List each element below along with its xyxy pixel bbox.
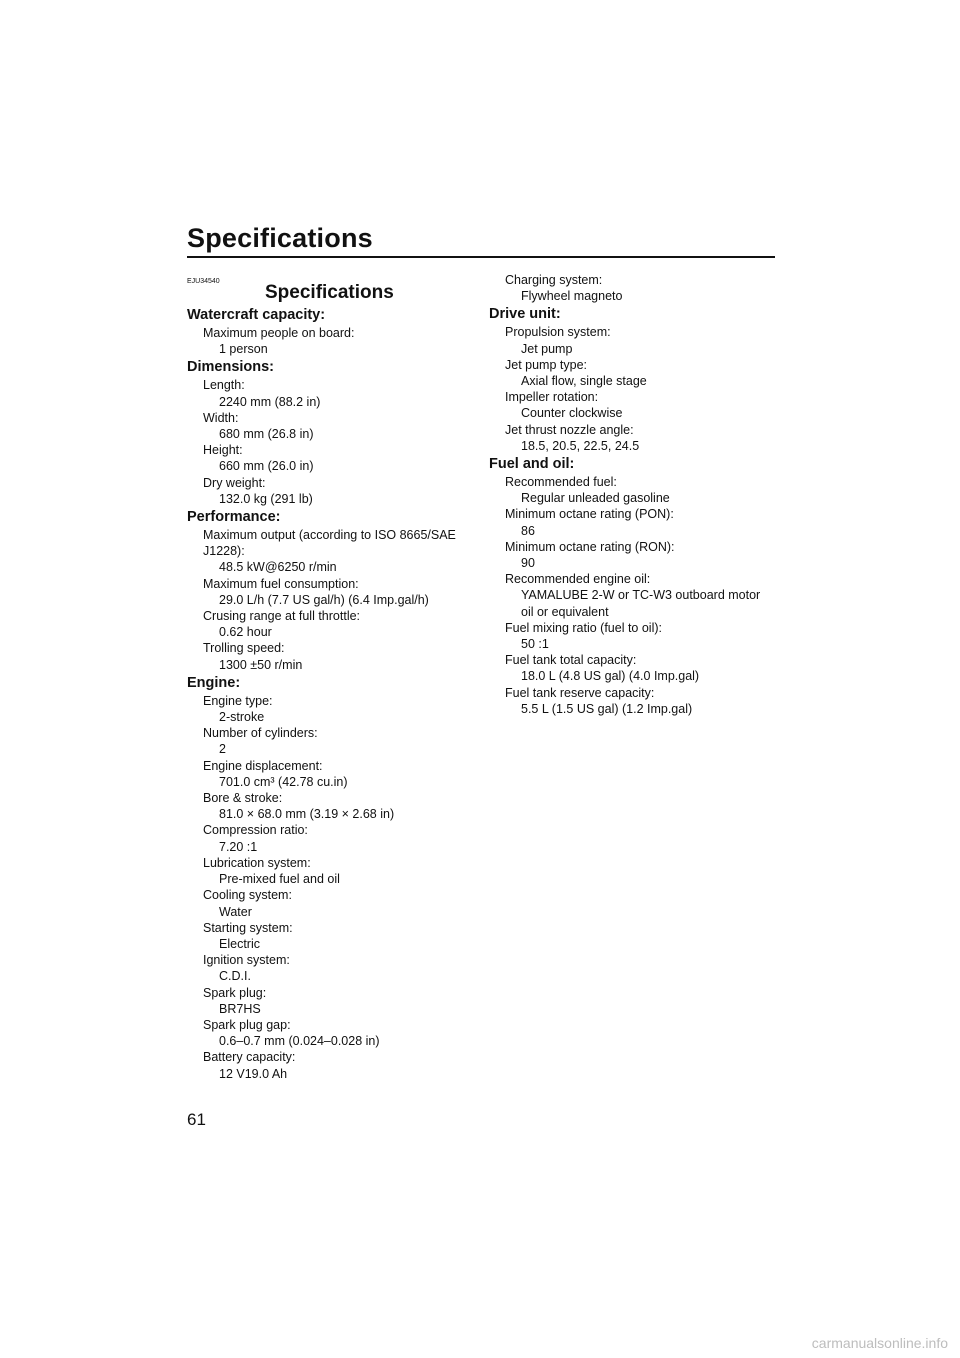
- spec-group-heading: Watercraft capacity:: [187, 307, 326, 323]
- document-code: EJU34540: [187, 278, 220, 285]
- spec-value: 2240 mm (88.2 in): [219, 394, 321, 409]
- spec-label: Minimum octane rating (RON):: [505, 539, 675, 554]
- spec-label: Impeller rotation:: [505, 390, 599, 405]
- spec-label: Maximum output (according to ISO 8665/SAE: [203, 528, 456, 543]
- spec-label: Maximum fuel consumption:: [203, 576, 359, 591]
- spec-label: Spark plug:: [203, 985, 267, 1000]
- spec-value: 660 mm (26.0 in): [219, 459, 314, 474]
- spec-label: Battery capacity:: [203, 1050, 296, 1065]
- spec-label: Ignition system:: [203, 953, 290, 968]
- spec-value: Counter clockwise: [521, 406, 623, 421]
- page-header: [187, 220, 775, 258]
- spec-label: Recommended fuel:: [505, 475, 617, 490]
- spec-label: Compression ratio:: [203, 823, 308, 838]
- spec-group-dimensions: [187, 357, 477, 507]
- spec-value: 29.0 L/h (7.7 US gal/h) (6.4 Imp.gal/h): [219, 592, 429, 607]
- spec-label: Width:: [203, 410, 239, 425]
- spec-value: 701.0 cm³ (42.78 cu.in): [219, 774, 348, 789]
- spec-value-continued: oil or equivalent: [521, 604, 609, 619]
- specs-right-column: [489, 272, 779, 717]
- spec-label: Recommended engine oil:: [505, 572, 651, 587]
- spec-label: Dry weight:: [203, 475, 266, 490]
- spec-value: Water: [219, 904, 252, 919]
- spec-value: 0.6–0.7 mm (0.024–0.028 in): [219, 1034, 380, 1049]
- spec-label: Charging system:: [505, 273, 603, 287]
- spec-group-fuel-and-oil: [489, 454, 779, 717]
- spec-label: Fuel tank reserve capacity:: [505, 685, 655, 700]
- spec-value: 18.0 L (4.8 US gal) (4.0 Imp.gal): [521, 669, 700, 684]
- spec-group: [489, 272, 779, 304]
- spec-label: Trolling speed:: [203, 641, 285, 656]
- spec-label: Maximum people on board:: [203, 326, 355, 340]
- spec-label: Starting system:: [203, 920, 293, 935]
- spec-group-heading: Engine:: [187, 674, 241, 691]
- spec-label: Cooling system:: [203, 888, 292, 903]
- spec-value: 2-stroke: [219, 710, 265, 725]
- spec-value: 18.5, 20.5, 22.5, 24.5: [521, 438, 640, 453]
- spec-label: Crusing range at full throttle:: [203, 609, 361, 624]
- spec-value: 12 V19.0 Ah: [219, 1066, 288, 1081]
- spec-value: 7.20 :1: [219, 839, 258, 854]
- specs-left-column: [187, 305, 477, 1082]
- spec-label: Jet pump type:: [505, 357, 587, 372]
- spec-label: Engine displacement:: [203, 758, 323, 773]
- spec-label: Jet thrust nozzle angle:: [505, 422, 634, 437]
- spec-group-engine: [187, 673, 477, 1082]
- watermark: carmanualsonline.info: [811, 1335, 948, 1351]
- section-title: Specifications: [265, 282, 394, 303]
- spec-value: 0.62 hour: [219, 625, 272, 640]
- page-number: 61: [187, 1110, 206, 1129]
- spec-group-drive-unit: [489, 304, 779, 454]
- spec-value: Jet pump: [521, 341, 573, 356]
- spec-label: Length:: [203, 378, 245, 393]
- spec-value: YAMALUBE 2-W or TC-W3 outboard motor: [521, 588, 761, 603]
- spec-value: 90: [521, 556, 535, 571]
- spec-value: 132.0 kg (291 lb): [219, 491, 313, 506]
- spec-value: Flywheel magneto: [521, 289, 623, 304]
- spec-group-performance: [187, 507, 477, 673]
- spec-value: C.D.I.: [219, 969, 251, 984]
- spec-group-heading: Dimensions:: [187, 359, 275, 376]
- spec-label: Engine type:: [203, 693, 273, 708]
- spec-value: 81.0 × 68.0 mm (3.19 × 2.68 in): [219, 807, 395, 822]
- spec-group-heading: Performance:: [187, 509, 281, 526]
- spec-label: Minimum octane rating (PON):: [505, 507, 674, 522]
- spec-label: Spark plug gap:: [203, 1017, 291, 1032]
- spec-value: Regular unleaded gasoline: [521, 491, 670, 506]
- spec-label: Lubrication system:: [203, 855, 311, 870]
- spec-group-heading: Fuel and oil:: [489, 456, 575, 473]
- spec-label: Height:: [203, 443, 243, 458]
- spec-value: 1300 ±50 r/min: [219, 657, 303, 672]
- spec-group-watercraft-capacity: [187, 305, 477, 357]
- spec-label: Propulsion system:: [505, 325, 611, 340]
- spec-group-heading: Drive unit:: [489, 306, 561, 323]
- spec-label: Fuel tank total capacity:: [505, 653, 637, 668]
- spec-label-continued: J1228):: [203, 544, 245, 559]
- page-title: Specifications: [187, 223, 373, 253]
- spec-value: Pre-mixed fuel and oil: [219, 872, 340, 887]
- spec-value: 680 mm (26.8 in): [219, 427, 314, 442]
- spec-label: Bore & stroke:: [203, 791, 283, 806]
- spec-value: Electric: [219, 936, 260, 951]
- spec-label: Number of cylinders:: [203, 726, 318, 741]
- spec-value: 1 person: [219, 342, 268, 357]
- spec-value: BR7HS: [219, 1001, 261, 1016]
- spec-value: Axial flow, single stage: [521, 374, 647, 389]
- spec-value: 50 :1: [521, 637, 549, 652]
- spec-value: 5.5 L (1.5 US gal) (1.2 Imp.gal): [521, 701, 693, 716]
- spec-label: Fuel mixing ratio (fuel to oil):: [505, 620, 663, 635]
- spec-value: 2: [219, 742, 226, 757]
- spec-value: 86: [521, 523, 535, 538]
- spec-value: 48.5 kW@6250 r/min: [219, 560, 337, 575]
